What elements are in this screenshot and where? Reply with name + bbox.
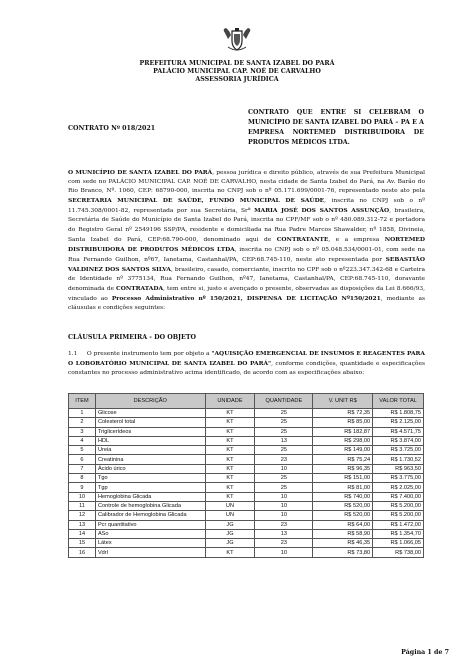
table-cell: R$ 963,50 [373, 464, 424, 473]
table-cell: KT [205, 446, 255, 455]
table-cell: 25 [255, 427, 313, 436]
table-cell: 8 [69, 474, 96, 483]
table-cell: R$ 5.200,00 [373, 501, 424, 510]
column-header: UNIDADE [205, 394, 255, 409]
table-row [69, 446, 424, 455]
table-cell: R$ 3.874,00 [373, 436, 424, 445]
table-cell: Triglicerídeos [95, 427, 205, 436]
table-cell: 23 [255, 520, 313, 529]
table-cell: KT [205, 492, 255, 501]
table-row [69, 539, 424, 548]
table-row [69, 474, 424, 483]
table-cell: 7 [69, 464, 96, 473]
clause-text: O presente instrumento tem por objeto a [86, 351, 212, 357]
table-cell: R$ 182,87 [313, 427, 373, 436]
table-row [69, 529, 424, 538]
table-cell: Ácido úrico [95, 464, 205, 473]
table-cell: Glicose [95, 409, 205, 418]
table-cell: JG [205, 539, 255, 548]
header-line-1: PREFEITURA MUNICIPAL DE SANTA IZABEL DO PARÁ [139, 60, 335, 67]
table-row [69, 483, 424, 492]
table-cell: R$ 151,00 [313, 474, 373, 483]
table-cell: 1 [69, 409, 96, 418]
header-line-2: PALÁCIO MUNICIPAL CAP. NOÉ DE CARVALHO [153, 68, 321, 75]
column-header: QUANTIDADE [255, 394, 313, 409]
items-table-header [69, 394, 424, 409]
secretary-name: MARIA JOSÉ DOS SANTOS ASSUNÇÃO [254, 207, 390, 215]
table-cell: 10 [69, 492, 96, 501]
table-cell: KT [205, 455, 255, 464]
clause-item [68, 349, 425, 378]
process-reference: Processo Administrativo nº 150/2021, DISPENSA DE LICITAÇÃO Nº150/2021 [111, 295, 381, 303]
table-cell: 3 [69, 427, 96, 436]
representative-name: SEBASTIÃO VALDINEZ DOS SANTOS SILVA [68, 255, 425, 273]
company-name: NORTEMED DISTRIBUIDORA DE PRODUTOS MÉDICOS LTDA [68, 235, 425, 253]
table-cell: R$ 520,00 [313, 511, 373, 520]
table-cell: 23 [255, 455, 313, 464]
table-cell: 25 [255, 483, 313, 492]
clause-item-number: 1.1 [68, 351, 78, 357]
table-cell: 16 [69, 548, 96, 557]
page-number: Página 1 de 7 [401, 649, 449, 656]
preamble-text: , tem entre si, justo e avençado o presente, observadas as disposições da Lei 8.666/93, vinculado ao [68, 286, 425, 303]
table-row [69, 436, 424, 445]
table-cell: R$ 81,00 [313, 483, 373, 492]
table-cell: Controle de hemoglobina Glicada [95, 501, 205, 510]
table-cell: R$ 1.472,00 [373, 520, 424, 529]
table-cell: KT [205, 418, 255, 427]
table-cell: Hemoglobina Glicada [95, 492, 205, 501]
header-line-3: ASSESSORIA JURÍDICA [195, 76, 279, 83]
contracted-party-label: CONTRATADA [116, 285, 164, 293]
table-row [69, 409, 424, 418]
table-cell: 13 [255, 529, 313, 538]
table-cell: R$ 3.725,00 [373, 446, 424, 455]
table-cell: 13 [69, 520, 96, 529]
table-cell: KT [205, 548, 255, 557]
table-cell: R$ 1.066,05 [373, 539, 424, 548]
table-cell: R$ 2.025,00 [373, 483, 424, 492]
table-row [69, 418, 424, 427]
table-row [69, 427, 424, 436]
table-row [69, 548, 424, 557]
preamble-paragraph [68, 168, 425, 313]
table-cell: R$ 1.354,70 [373, 529, 424, 538]
table-row [69, 501, 424, 510]
column-header: DESCRIÇÃO [95, 394, 205, 409]
table-cell: R$ 96,35 [313, 464, 373, 473]
health-secretariat: SECRETARIA MUNICIPAL DE SAÚDE, FUNDO MUNICIPAL DE SAÚDE [68, 197, 325, 205]
table-cell: UN [205, 511, 255, 520]
table-cell: R$ 64,00 [313, 520, 373, 529]
preamble-text: , e a empresa [328, 236, 385, 243]
table-cell: 5 [69, 446, 96, 455]
table-row [69, 511, 424, 520]
table-cell: R$ 1.808,75 [373, 409, 424, 418]
coat-of-arms-icon [222, 27, 252, 53]
table-cell: UN [205, 501, 255, 510]
table-cell: R$ 58,90 [313, 529, 373, 538]
table-cell: 11 [69, 501, 96, 510]
table-cell: Tgp [95, 483, 205, 492]
column-header: ITEM [69, 394, 96, 409]
preamble-text: , brasileira, Secretária de Saúde do Município de Santa Izabel do Pará, inscrita no CPF/MF sob o nº 480.089.312-72 e portadora do Registro Geral nº 2549196 SSP/PA, residente e domiciliada na Rua Padre Marcos Shawalder, nº 1858, Divineia, Santa Izabel do Pará, CEP:68.790-000, denominado aqui de [68, 208, 425, 243]
contract-number: CONTRATO Nº 018/2021 [68, 125, 156, 132]
table-cell: R$ 72,35 [313, 409, 373, 418]
clause-title: CLÁUSULA PRIMEIRA - DO OBJETO [68, 334, 197, 341]
table-cell: Creatinina [95, 455, 205, 464]
table-row [69, 520, 424, 529]
table-cell: 12 [69, 511, 96, 520]
table-cell: 10 [255, 464, 313, 473]
table-row [69, 455, 424, 464]
table-cell: 25 [255, 418, 313, 427]
table-cell: Pcr quantitativo [95, 520, 205, 529]
table-cell: 2 [69, 418, 96, 427]
table-cell: Ureia [95, 446, 205, 455]
table-cell: R$ 149,00 [313, 446, 373, 455]
table-cell: KT [205, 436, 255, 445]
table-cell: R$ 4.571,75 [373, 427, 424, 436]
table-cell: HDL [95, 436, 205, 445]
preamble-text: , pessoa jurídica e direito público, através de sua Prefeitura Municipal com sede no PALÁCIO MUNICIPAL CAP. NOÉ DE CARVALHO, nesta cidade de Santa Izabel do Pará, na Av. Barão do Rio Branco, Nº. 1060, CEP: 68790-000, inscrita no CNPJ sob o nº 05.171.699/0001-76, representado neste ato pela [68, 170, 426, 195]
table-cell: R$ 738,00 [373, 548, 424, 557]
clause-text: , conforme condições, quantidade e especificações constantes no processo administrativo acima identificado, de acordo com as especificações abaixo: [68, 361, 425, 376]
table-cell: R$ 2.125,00 [373, 418, 424, 427]
preamble-text: , brasileiro, casado, comerciante, inscrito no CPF sob o nº223.347.342-68 e Carteira de Identidade nº 3775134, Rua Fernando Guilhon, nº47, Ianetama, Castanhal/PA, CEP:68.745-110, doravante denominada de [68, 266, 425, 293]
table-cell: Vdrl [95, 548, 205, 557]
table-cell: 25 [255, 409, 313, 418]
table-cell: 23 [255, 539, 313, 548]
table-row [69, 492, 424, 501]
table-cell: JG [205, 520, 255, 529]
table-cell: 13 [255, 436, 313, 445]
preamble-text: , mediante as cláusulas e condições seguintes: [68, 296, 425, 312]
table-cell: Látex [95, 539, 205, 548]
table-cell: 4 [69, 436, 96, 445]
table-cell: 15 [69, 539, 96, 548]
table-cell: KT [205, 483, 255, 492]
column-header: V. UNIT R$ [313, 394, 373, 409]
table-cell: R$ 5.200,00 [373, 511, 424, 520]
table-cell: 25 [255, 474, 313, 483]
table-cell: Calibrador de Hemoglobina Glicada [95, 511, 205, 520]
table-cell: KT [205, 427, 255, 436]
table-cell: R$ 298,00 [313, 436, 373, 445]
contract-object: CONTRATO QUE ENTRE SI CELEBRAM O MUNICÍPIO DE SANTA IZABEL DO PARÁ – PA E A EMPRESA NORTEMED DISTRIBUIDORA DE PRODUTOS MÉDICOS LTDA. [248, 109, 424, 146]
table-cell: ASo [95, 529, 205, 538]
contracting-party-label: CONTRATANTE [276, 235, 329, 243]
table-row [69, 464, 424, 473]
table-cell: R$ 7.400,00 [373, 492, 424, 501]
table-cell: 6 [69, 455, 96, 464]
table-cell: R$ 3.775,00 [373, 474, 424, 483]
items-table-body [69, 409, 424, 558]
table-cell: Tgo [95, 474, 205, 483]
table-cell: 10 [255, 511, 313, 520]
preamble-text: , inscrita no CNPJ sob o nº 11.745.308/0001-82, representada por sua Secretária, Srª [68, 198, 425, 215]
table-cell: 10 [255, 548, 313, 557]
column-header: VALOR TOTAL [373, 394, 424, 409]
preamble-text: , inscrita no CNPJ sob o nº 05.048.534/0001-01, com sede na Rua Fernando Guilhon, nº67, Ianetama, Castanhal/PA, CEP:68.745-110, neste ato representada por [68, 246, 425, 263]
table-cell: 9 [69, 483, 96, 492]
table-cell: R$ 520,00 [313, 501, 373, 510]
table-cell: 10 [255, 501, 313, 510]
table-cell: R$ 75,24 [313, 455, 373, 464]
table-cell: R$ 85,00 [313, 418, 373, 427]
table-cell: KT [205, 474, 255, 483]
municipality-name: O MUNICÍPIO DE SANTA IZABEL DO PARÁ [68, 169, 213, 176]
table-cell: 25 [255, 446, 313, 455]
table-cell: R$ 1.730,52 [373, 455, 424, 464]
table-cell: KT [205, 464, 255, 473]
table-cell: Colesterol total [95, 418, 205, 427]
items-table [68, 393, 424, 558]
clause-object: "AQUISIÇÃO EMERGENCIAL DE INSUMOS E REAGENTES PARA O LOBORATÓRIO MUNICIPAL DE SANTA IZABEL DO PARÁ" [68, 350, 426, 367]
table-cell: R$ 73,80 [313, 548, 373, 557]
table-cell: 14 [69, 529, 96, 538]
table-cell: KT [205, 409, 255, 418]
table-cell: JG [205, 529, 255, 538]
table-cell: R$ 740,00 [313, 492, 373, 501]
table-cell: 10 [255, 492, 313, 501]
table-cell: R$ 46,35 [313, 539, 373, 548]
